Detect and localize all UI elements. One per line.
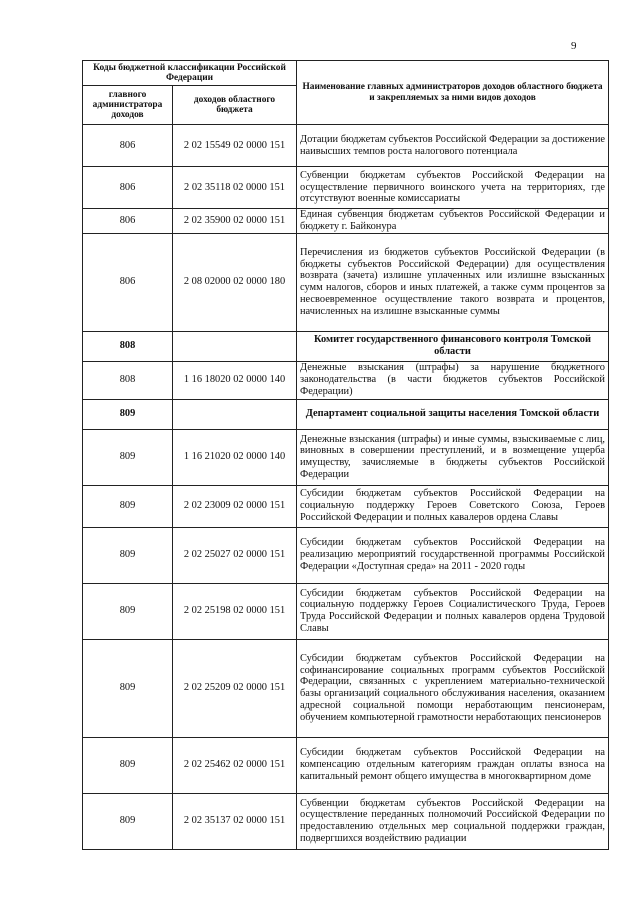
admin-code-cell: 806 xyxy=(83,209,173,234)
table-row xyxy=(83,639,609,737)
table-header xyxy=(83,61,609,125)
table-row xyxy=(83,125,609,167)
revenue-code-cell xyxy=(173,331,297,361)
table-row xyxy=(83,737,609,793)
revenue-name-cell: Субвенции бюджетам субъектов Российской Федерации на осуществление первичного воинского учета на территориях, где отсутствуют военные комиссариаты xyxy=(297,167,609,209)
group-row xyxy=(83,399,609,429)
revenue-name-cell: Перечисления из бюджетов субъектов Российской Федерации (в бюджеты субъектов Российской Федерации) для осуществления возврата (зачета) излишне уплаченных или излишне взысканных сумм налогов, сборов и иных платежей, а также сумм процентов за несвоевременное осуществление такого возврата и процентов, начисленных на излишне взысканные суммы xyxy=(297,233,609,331)
revenue-code-cell: 2 02 25198 02 0000 151 xyxy=(173,583,297,639)
revenue-code-cell: 2 02 15549 02 0000 151 xyxy=(173,125,297,167)
revenue-name-cell: Единая субвенция бюджетам субъектов Российской Федерации и бюджету г. Байконура xyxy=(297,209,609,234)
table-row xyxy=(83,361,609,399)
header-codes-group: Коды бюджетной классификации Российской Федерации xyxy=(83,61,297,86)
revenue-name-cell: Субсидии бюджетам субъектов Российской Федерации на социальную поддержку Героев Социалистического Труда, Героев Труда Российской Федерации и полных кавалеров ордена Трудовой Славы xyxy=(297,583,609,639)
revenue-name-cell: Субсидии бюджетам субъектов Российской Федерации на социальную поддержку Героев Советского Союза, Героев Российской Федерации и полных кавалеров ордена Славы xyxy=(297,485,609,527)
group-row xyxy=(83,331,609,361)
revenue-name-cell: Субсидии бюджетам субъектов Российской Федерации на компенсацию отдельным категориям граждан оплаты взноса на капитальный ремонт общего имущества в многоквартирном доме xyxy=(297,737,609,793)
header-admin-column: главного администратора доходов xyxy=(83,86,173,125)
table-row xyxy=(83,429,609,485)
table-row xyxy=(83,583,609,639)
admin-code-cell: 809 xyxy=(83,527,173,583)
revenue-code-cell: 2 02 23009 02 0000 151 xyxy=(173,485,297,527)
revenue-code-cell: 2 02 25462 02 0000 151 xyxy=(173,737,297,793)
table-row xyxy=(83,793,609,849)
revenue-name-cell: Департамент социальной защиты населения Томской области xyxy=(297,399,609,429)
admin-code-cell: 809 xyxy=(83,583,173,639)
admin-code-cell: 808 xyxy=(83,361,173,399)
admin-code-cell: 806 xyxy=(83,125,173,167)
header-name-column: Наименование главных администраторов доходов областного бюджета и закрепляемых за ними видов доходов xyxy=(297,61,609,125)
table-row xyxy=(83,527,609,583)
admin-code-cell: 809 xyxy=(83,429,173,485)
budget-classification-table xyxy=(82,60,609,850)
admin-code-cell: 809 xyxy=(83,793,173,849)
revenue-code-cell: 2 08 02000 02 0000 180 xyxy=(173,233,297,331)
admin-code-cell: 809 xyxy=(83,639,173,737)
revenue-code-cell: 2 02 25027 02 0000 151 xyxy=(173,527,297,583)
table-row xyxy=(83,209,609,234)
header-code-column: доходов областного бюджета xyxy=(173,86,297,125)
page-number: 9 xyxy=(571,40,577,52)
revenue-name-cell: Денежные взыскания (штрафы) за нарушение бюджетного законодательства (в части бюджетов субъектов Российской Федерации) xyxy=(297,361,609,399)
revenue-code-cell: 1 16 21020 02 0000 140 xyxy=(173,429,297,485)
table-row xyxy=(83,167,609,209)
admin-code-cell: 806 xyxy=(83,167,173,209)
revenue-code-cell xyxy=(173,399,297,429)
table-row xyxy=(83,233,609,331)
admin-code-cell: 806 xyxy=(83,233,173,331)
revenue-code-cell: 2 02 35137 02 0000 151 xyxy=(173,793,297,849)
revenue-name-cell: Дотации бюджетам субъектов Российской Федерации за достижение наивысших темпов роста налогового потенциала xyxy=(297,125,609,167)
table-body xyxy=(83,125,609,850)
revenue-code-cell: 2 02 25209 02 0000 151 xyxy=(173,639,297,737)
admin-code-cell: 809 xyxy=(83,737,173,793)
revenue-name-cell: Комитет государственного финансового контроля Томской области xyxy=(297,331,609,361)
admin-code-cell: 809 xyxy=(83,485,173,527)
revenue-name-cell: Субсидии бюджетам субъектов Российской Федерации на реализацию мероприятий государственной программы Российской Федерации «Доступная среда» на 2011 - 2020 годы xyxy=(297,527,609,583)
admin-code-cell: 809 xyxy=(83,399,173,429)
revenue-name-cell: Денежные взыскания (штрафы) и иные суммы, взыскиваемые с лиц, виновных в совершении преступлений, и в возмещение ущерба имуществу, зачисляемые в бюджеты субъектов Российской Федерации xyxy=(297,429,609,485)
revenue-code-cell: 2 02 35900 02 0000 151 xyxy=(173,209,297,234)
revenue-name-cell: Субвенции бюджетам субъектов Российской Федерации на осуществление переданных полномочий Российской Федерации по предоставлению отдельных мер социальной поддержки граждан, подвергшихся воздействию радиации xyxy=(297,793,609,849)
revenue-name-cell: Субсидии бюджетам субъектов Российской Федерации на софинансирование социальных программ субъектов Российской Федерации, связанных с укреплением материально-технической базы организаций социального обслуживания населения, оказанием адресной социальной помощи неработающим пенсионерам, обучением компьютерной грамотности неработающих пенсионеров xyxy=(297,639,609,737)
admin-code-cell: 808 xyxy=(83,331,173,361)
table-row xyxy=(83,485,609,527)
revenue-code-cell: 1 16 18020 02 0000 140 xyxy=(173,361,297,399)
revenue-code-cell: 2 02 35118 02 0000 151 xyxy=(173,167,297,209)
